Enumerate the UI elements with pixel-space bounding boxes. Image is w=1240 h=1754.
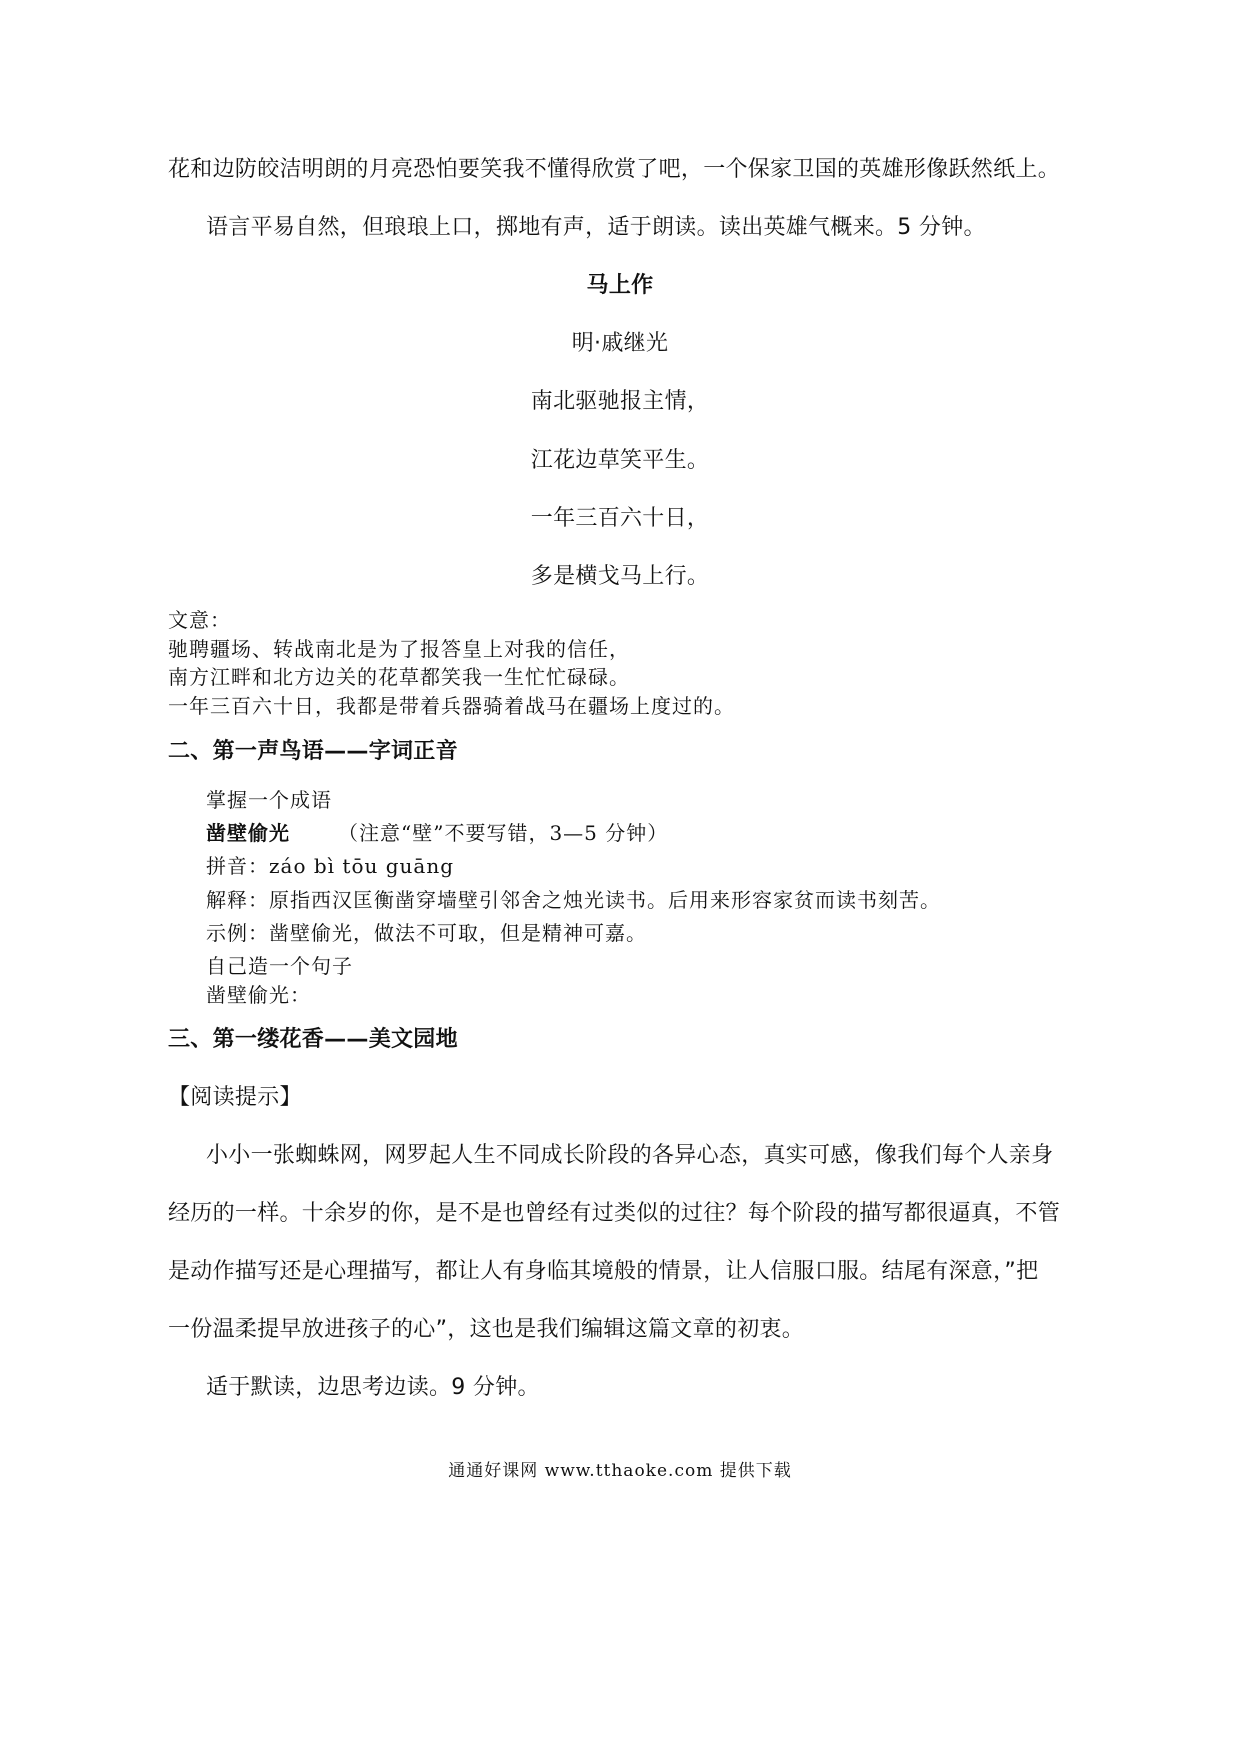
paragraph-line: 小小一张蜘蛛网，网罗起人生不同成长阶段的各异心态，真实可感，像我们每个人亲身	[206, 1143, 1054, 1168]
paragraph-line: 是动作描写还是心理描写，都让人有身临其境般的情景，让人信服口服。结尾有深意，”把	[168, 1259, 1039, 1284]
paragraph-line: 经历的一样。十余岁的你，是不是也曾经有过类似的过往？每个阶段的描写都很逼真，不管	[168, 1201, 1061, 1226]
poem-author: 明·戚继光	[571, 331, 669, 356]
paragraph-line: 语言平易自然，但琅琅上口，掷地有声，适于朗读。读出英雄气概来。5 分钟。	[206, 215, 986, 240]
reading-timing: 适于默读，边思考边读。9 分钟。	[206, 1375, 540, 1400]
reading-tip-label: 【阅读提示】	[168, 1085, 302, 1110]
meaning-line: 驰聘疆场、转战南北是为了报答皇上对我的信任，	[168, 637, 630, 661]
poem-verse: 一年三百六十日，	[530, 506, 710, 531]
paragraph-line: 一份温柔提早放进孩子的心”，这也是我们编辑这篇文章的初衷。	[168, 1317, 805, 1342]
poem-title: 马上作	[586, 273, 654, 298]
explanation: 解释：原指西汉匡衡凿穿墙壁引邻舍之烛光读书。后用来形容家贫而读书刻苦。	[206, 888, 941, 912]
section-text: 掌握一个成语	[206, 788, 332, 812]
poem-verse: 南北驱驰报主情，	[530, 389, 710, 414]
paragraph-line: 花和边防皎洁明朗的月亮恐怕要笑我不懂得欣赏了吧，一个保家卫国的英雄形像跃然纸上。	[168, 157, 1061, 182]
meaning-line: 一年三百六十日，我都是带着兵器骑着战马在疆场上度过的。	[168, 694, 735, 718]
example: 示例：凿壁偷光，做法不可取，但是精神可嘉。	[206, 921, 647, 945]
meaning-line: 南方江畔和北方边关的花草都笑我一生忙忙碌碌。	[168, 665, 630, 689]
sentence-prompt: 凿壁偷光：	[206, 983, 311, 1007]
poem-verse: 多是横戈马上行。	[530, 564, 710, 589]
make-sentence-instruction: 自己造一个句子	[206, 954, 353, 978]
poem-verse: 江花边草笑平生。	[530, 448, 710, 473]
section-heading: 三、第一缕花香——美文园地	[168, 1027, 458, 1052]
section-heading: 二、第一声鸟语——字词正音	[168, 739, 458, 764]
idiom-note: （注意“壁”不要写错，3—5 分钟）	[338, 821, 669, 845]
pinyin: 拼音：záo bì tōu guāng	[206, 854, 455, 878]
meaning-label: 文意：	[168, 608, 231, 632]
idiom: 凿壁偷光	[206, 821, 290, 845]
footer: 通通好课网 www.tthaoke.com 提供下载	[448, 1461, 792, 1481]
